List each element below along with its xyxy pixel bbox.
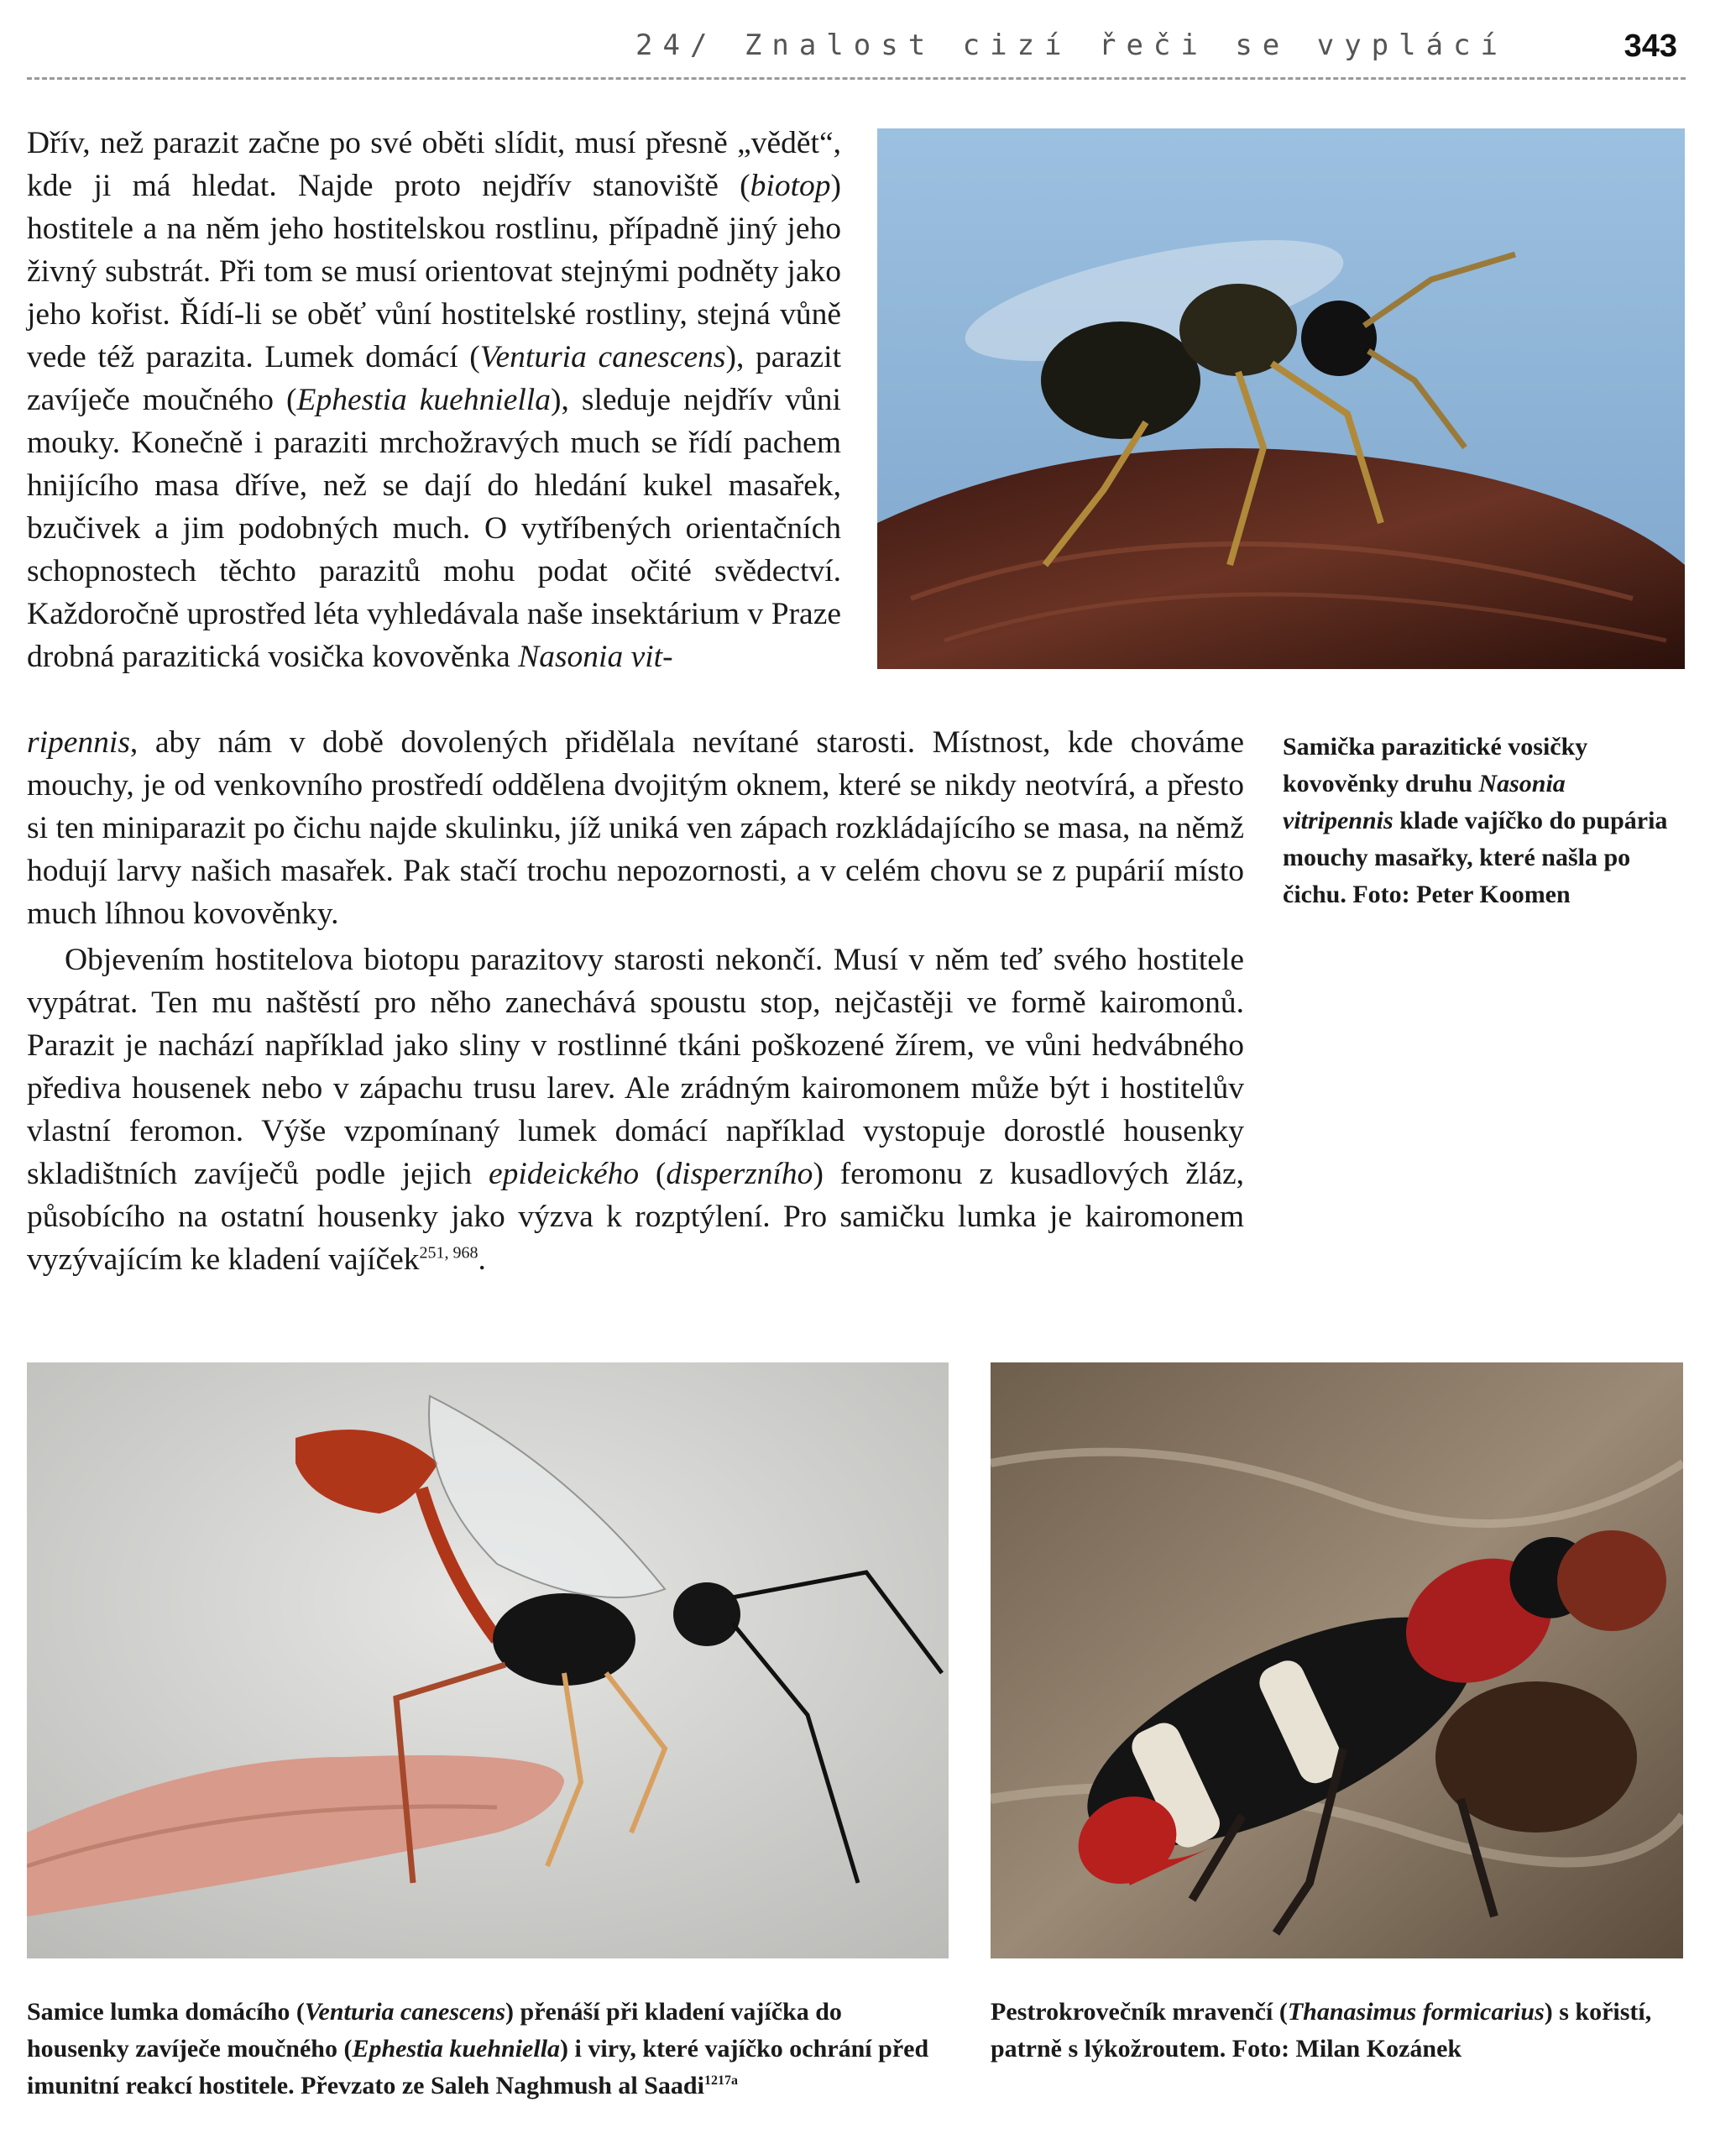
text-run: Samice lumka domácího ( [27, 1998, 305, 2026]
species-name: Venturia canescens [304, 1998, 506, 2026]
term-epideic: epideického [489, 1157, 640, 1191]
species-name: Nasonia vit- [518, 640, 673, 674]
running-title: 24/ Znalost cizí řeči se vyplácí [635, 29, 1509, 62]
species-name: Venturia canescens [479, 340, 726, 374]
text-run: ) i viry, které vajíčko ochrání před imunitní reakcí hostitele. Převzato ze Saleh Naghmush al Saadi [27, 2035, 929, 2099]
caption-thanasimus [991, 1994, 1683, 2068]
page-number: 343 [1624, 29, 1677, 64]
citation-superscript: 1217a [703, 2073, 738, 2088]
species-name: Ephestia kuehniella [352, 2035, 561, 2063]
text-run: Objevením hostitelova biotopu parazitovy starosti nekončí. Musí v něm teď svého hostitele vypátrat. Ten mu naštěstí pro něho zanechává spoustu stop, nejčastěji ve formě kairomonů. Parazit je nachází například jako sliny v rostlinné tkáni poškozené žírem, ve vůni hedvábného přediva housenek nebo v zápachu trusu larev. Ale zrádným kairomonem může být i hostitelův vlastní feromon. Výše vzpomínaný lumek domácí například vystopuje dorostlé housenky skladištních zavíječů podle jejich [27, 943, 1244, 1191]
photo-thanasimus-beetle [991, 1362, 1683, 1958]
text-run: klade vajíčko do pupária mouchy masařky, které našla po čichu. Foto: Peter Koomen [1283, 807, 1668, 908]
species-name: Ephestia kuehniella [296, 383, 551, 417]
species-name: Nasonia vitripennis [1283, 770, 1566, 834]
caption-nasonia [1283, 729, 1677, 913]
page-header [27, 24, 1686, 82]
thanasimus-illustration [991, 1362, 1683, 1958]
body-paragraph-1-part-a [27, 122, 841, 678]
term-dispersal: disperzního [666, 1157, 813, 1191]
citation-superscript: 251, 968 [419, 1243, 478, 1263]
text-run: . [478, 1242, 486, 1277]
photo-venturia-wasp [27, 1362, 949, 1958]
term-biotop: biotop [750, 169, 831, 203]
photo-nasonia-wasp [877, 128, 1685, 669]
text-run: ) s kořistí, patrně s lýkožroutem. Foto: Milan Kozánek [991, 1998, 1652, 2063]
caption-venturia [27, 1994, 950, 2105]
header-divider [27, 77, 1686, 80]
text-run: Pestrokrovečník mravenčí ( [991, 1998, 1288, 2026]
body-paragraph-1-part-b [27, 721, 1244, 935]
text-run: ) hostitele a na něm jeho hostitelskou rostlinu, případně jiný jeho živný substrát. Při tom se musí orientovat stejnými podněty jako jeho kořist. Řídí-li se oběť vůní hostitelské rostliny, stejná vůně vede též parazita. Lumek domácí ( [27, 169, 841, 374]
text-run: ), parazit zavíječe moučného ( [27, 340, 842, 417]
text-run: Samička parazitické vosičky kovověnky druhu [1283, 733, 1588, 797]
species-name: Thanasimus formicarius [1287, 1998, 1545, 2026]
venturia-illustration [27, 1362, 949, 1958]
text-run: ) feromonu z kusadlových žláz, působícího na ostatní housenky jako výzva k rozptýlení. Pro samičku lumka je kairomonem vyzývajícím ke kladení vajíček [27, 1157, 1244, 1277]
body-paragraph-2 [27, 939, 1244, 1281]
text-run: ), sleduje nejdřív vůni mouky. Konečně i paraziti mrchožravých much se řídí pachem hnijícího masa dříve, než se dají do hledání kukel masařek, bzučivek a jim podobných much. O vytříbených orientačních schopnostech těchto parazitů mohu podat očité svědectví. Každoročně uprostřed léta vyhledávala naše insektárium v Praze drobná parazitická vosička kovověnka [27, 383, 841, 674]
text-run: ) přenáší při kladení vajíčka do housenky zavíječe moučného ( [27, 1998, 842, 2063]
nasonia-illustration [877, 128, 1685, 669]
text-run: , aby nám v době dovolených přidělala nevítané starosti. Místnost, kde chováme mouchy, je od venkovního prostředí oddělena dvojitým oknem, které se nikdy neotvírá, a přesto si ten miniparazit po čichu najde skulinku, jíž uniká ven zápach rozkládajícího se masa, na němž hodují larvy našich masařek. Pak stačí trochu nepozornosti, a v celém chovu se z pupárií místo much líhnou kovověnky. [27, 725, 1244, 931]
species-name: ripennis [27, 725, 130, 760]
text-run: ( [639, 1157, 667, 1191]
text-run: Dřív, než parazit začne po své oběti slídit, musí přesně „vědět“, kde ji má hledat. Najde proto nejdřív stanoviště ( [27, 126, 841, 203]
